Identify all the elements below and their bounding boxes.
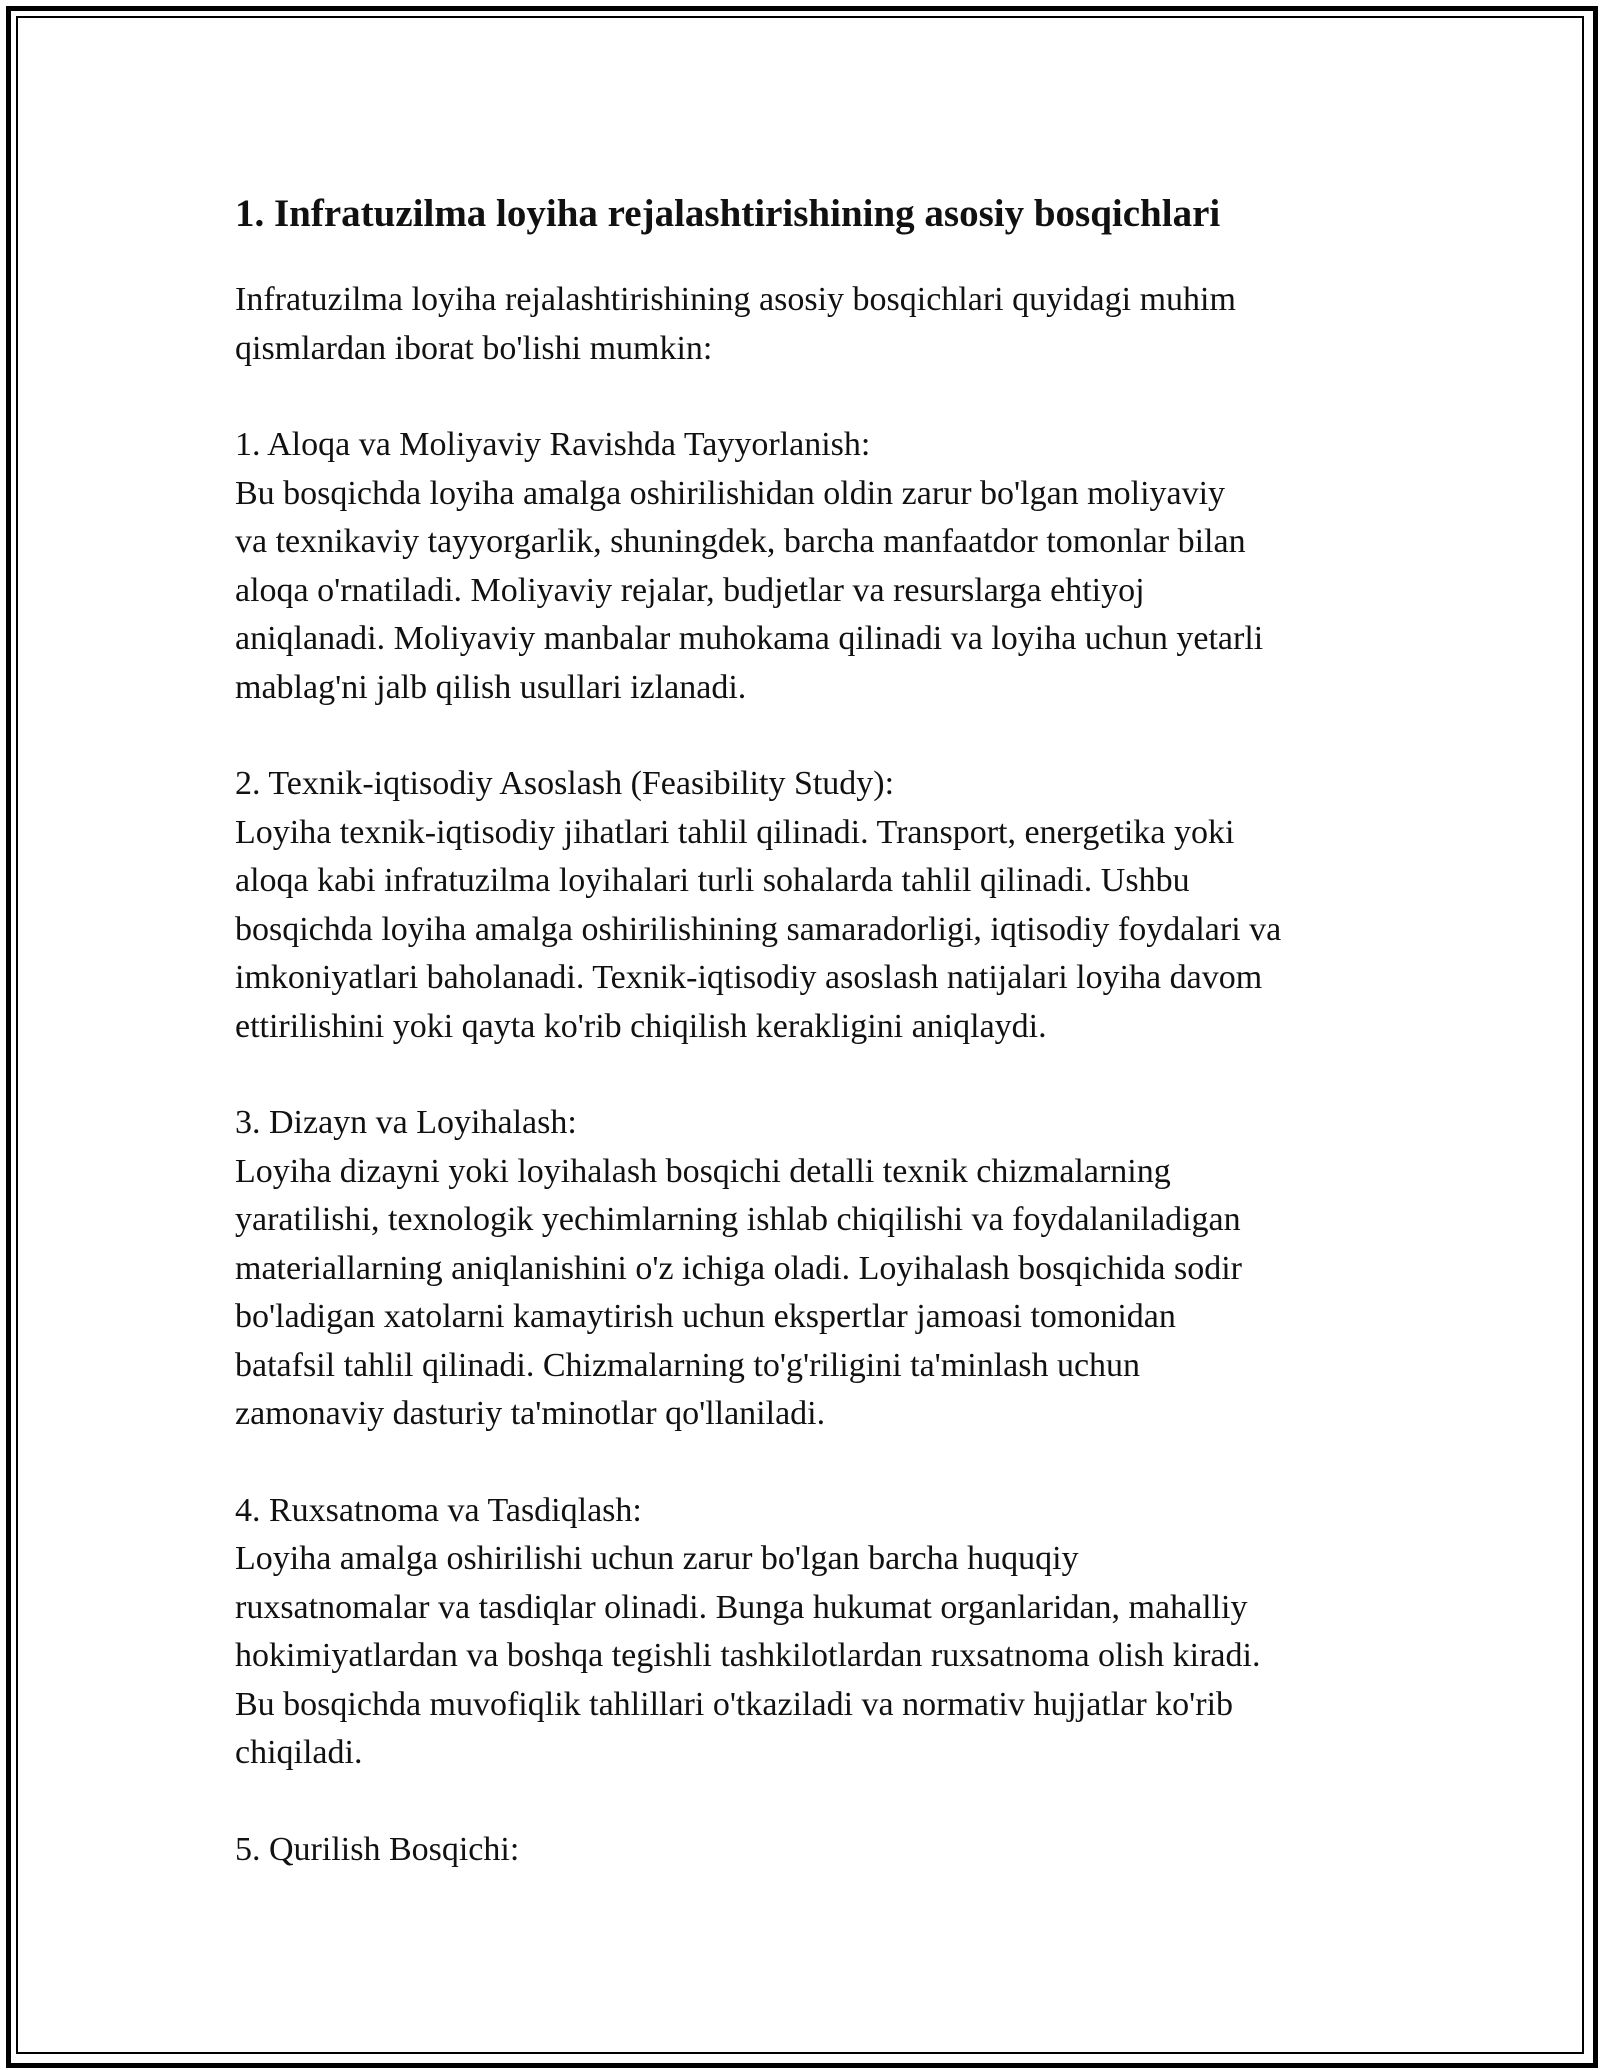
section-body: Loyiha texnik-iqtisodiy jihatlari tahlil qilinadi. Transport, energetika yoki aloqa kabi infratuzilma loyihalari turli sohalarda tahlil qilinadi. Ushbu bosqichda loyiha amalga oshirilishining samaradorligi, iqtisodiy foydalari va imkoniyatlari baholanadi. Texnik-iqtisodiy asoslash natijalari loyiha davom ettirilishini yoki qayta ko'rib chiqilish kerakligini aniqlaydi. <box>235 813 1282 1045</box>
document-page <box>235 186 1375 1922</box>
section-heading: 5. Qurilish Bosqichi: <box>235 1830 520 1868</box>
intro-paragraph: Infratuzilma loyiha rejalashtirishining asosiy bosqichlari quyidagi muhim qismlardan iborat bo'lishi mumkin: <box>235 281 1236 367</box>
section-body: Bu bosqichda loyiha amalga oshirilishidan oldin zarur bo'lgan moliyaviy va texnikaviy tayyorgarlik, shuningdek, barcha manfaatdor tomonlar bilan aloqa o'rnatiladi. Moliyaviy rejalar, budjetlar va resurslarga ehtiyoj aniqlanadi. Moliyaviy manbalar muhokama qilinadi va loyiha uchun yetarli mablag'ni jalb qilish usullari izlanadi. <box>235 474 1264 706</box>
section-5 <box>235 1826 1375 1875</box>
section-body: Loyiha amalga oshirilishi uchun zarur bo'lgan barcha huquqiy ruxsatnomalar va tasdiqlar olinadi. Bunga hukumat organlaridan, mahalliy hokimiyatlardan va boshqa tegishli tashkilotlardan ruxsatnoma olish kiradi. Bu bosqichda muvofiqlik tahlillari o'tkaziladi va normativ hujjatlar ko'rib chiqiladi. <box>235 1540 1261 1771</box>
section-heading: 1. Aloqa va Moliyaviy Ravishda Tayyorlanish: <box>235 426 871 463</box>
section-heading: 3. Dizayn va Loyihalash: <box>235 1104 577 1141</box>
section-heading: 2. Texnik-iqtisodiy Asoslash (Feasibility Study): <box>235 765 895 802</box>
section-heading: 4. Ruxsatnoma va Tasdiqlash: <box>235 1491 642 1529</box>
section-3 <box>235 1099 1375 1439</box>
section-4 <box>235 1487 1375 1778</box>
section-2 <box>235 760 1375 1051</box>
section-body: Loyiha dizayni yoki loyihalash bosqichi detalli texnik chizmalarning yaratilishi, texnologik yechimlarning ishlab chiqilishi va foydalaniladigan materiallarning aniqlanishini o'z ichiga oladi. Loyihalash bosqichida sodir bo'ladigan xatolarni kamaytirish uchun ekspertlar jamoasi tomonidan batafsil tahlil qilinadi. Chizmalarning to'g'riligini ta'minlash uchun zamonaviy dasturiy ta'minotlar qo'llaniladi. <box>235 1152 1242 1432</box>
section-1 <box>235 421 1375 712</box>
document-title: 1. Infratuzilma loyiha rejalashtirishining asosiy bosqichlari <box>235 192 1221 235</box>
